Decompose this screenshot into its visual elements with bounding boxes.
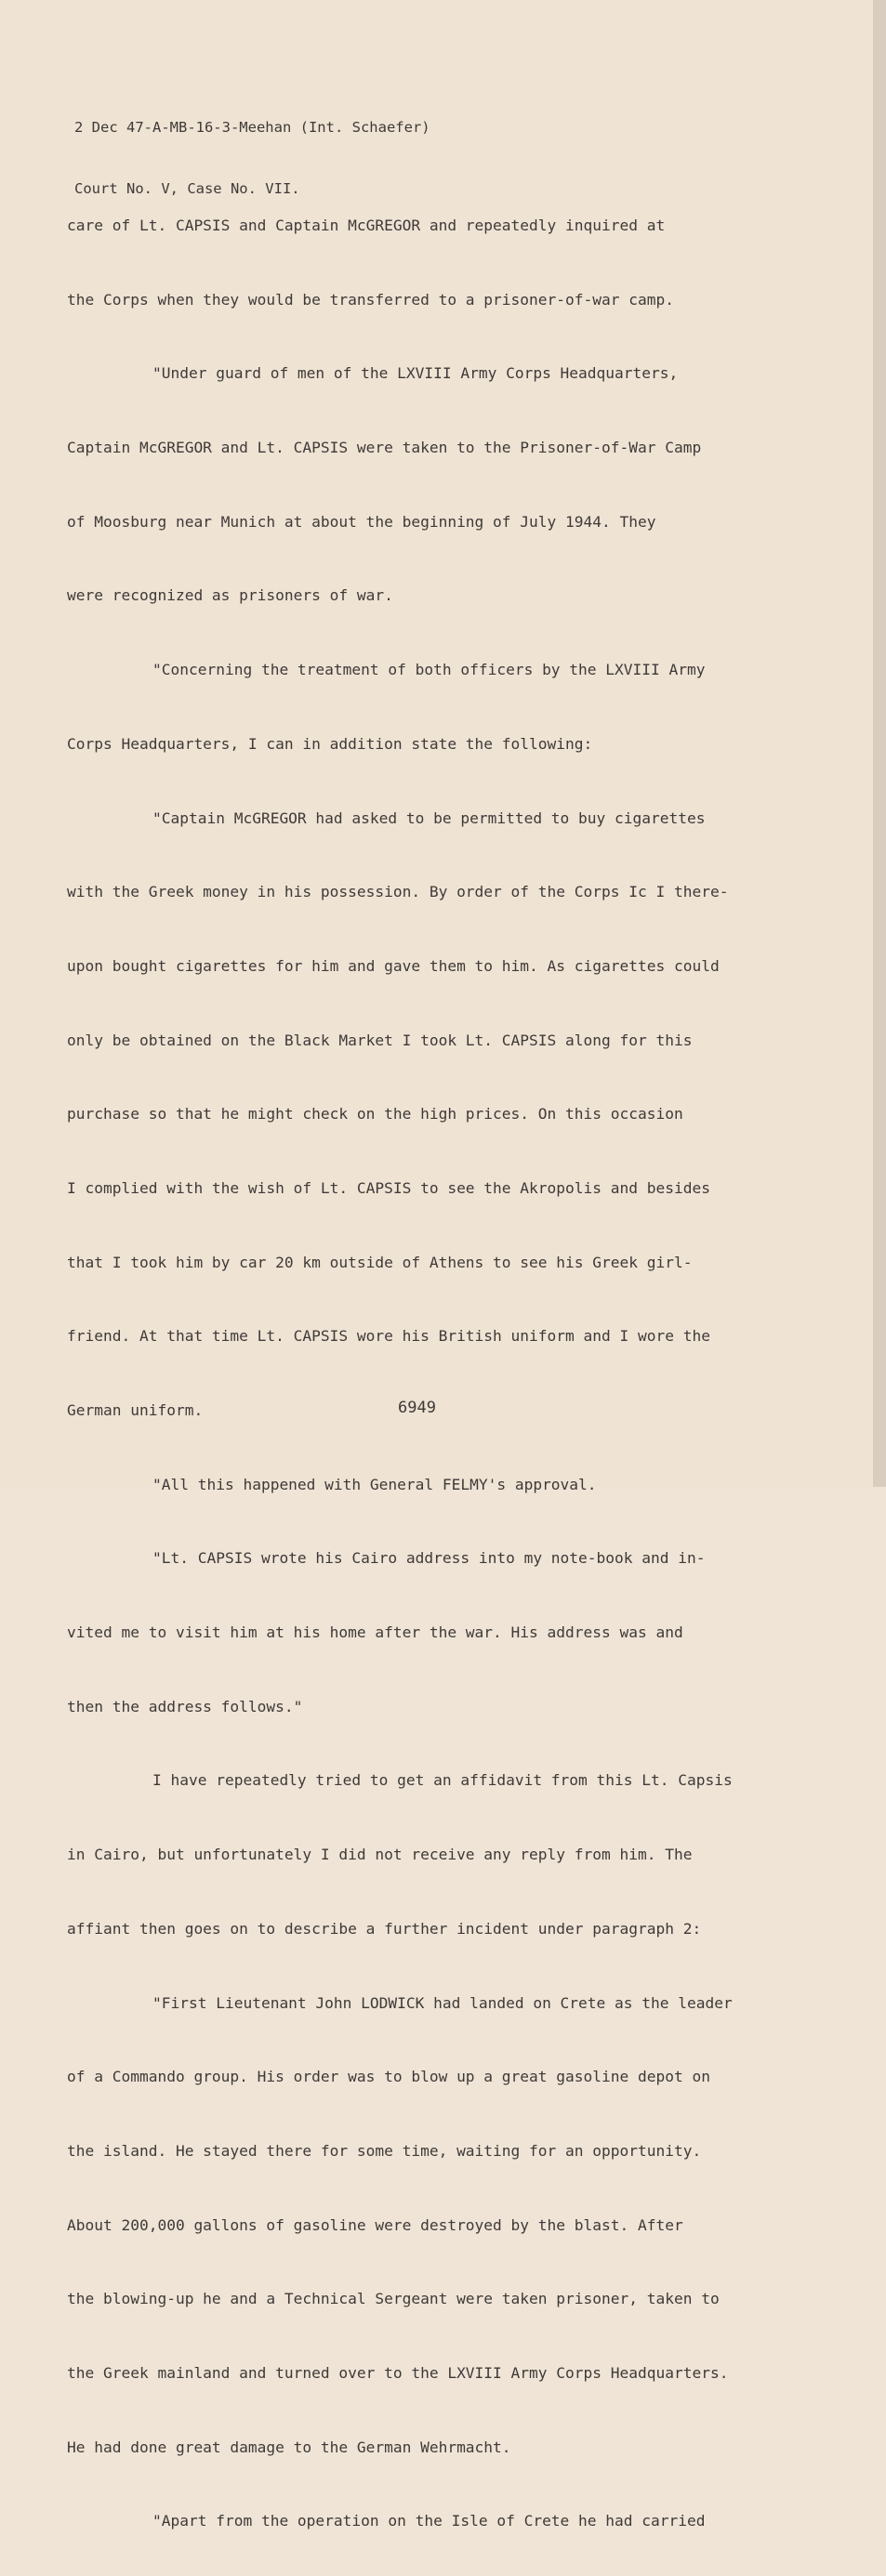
text-line: "Under guard of men of the LXVIII Army Corps Headquarters, xyxy=(152,364,679,383)
text-line: Corps Headquarters, I can in addition state the following: xyxy=(67,734,593,753)
text-line: affiant then goes on to describe a further incident under paragraph 2: xyxy=(67,1919,702,1938)
text-line: friend. At that time Lt. CAPSIS wore his British uniform and I wore the xyxy=(67,1327,710,1346)
text-line: Captain McGREGOR and Lt. CAPSIS were taken to the Prisoner-of-War Camp xyxy=(67,439,702,457)
text-line: "Captain McGREGOR had asked to be permitted to buy cigarettes xyxy=(152,808,706,827)
text-line: that I took him by car 20 km outside of Athens to see his Greek girl- xyxy=(67,1253,693,1271)
text-line: vited me to visit him at his home after the war. His address was and xyxy=(67,1623,683,1642)
text-line: "Lt. CAPSIS wrote his Cairo address into my note-book and in- xyxy=(152,1549,706,1568)
text-line: of Moosburg near Munich at about the beginning of July 1944. They xyxy=(67,512,656,531)
text-line: German uniform. xyxy=(67,1401,204,1419)
text-line: the Corps when they would be transferred to a prisoner-of-war camp. xyxy=(67,290,674,309)
text-line: in Cairo, but unfortunately I did not receive any reply from him. The xyxy=(67,1846,693,1864)
text-line: care of Lt. CAPSIS and Captain McGREGOR and repeatedly inquired at xyxy=(67,217,666,234)
header-line-1: 2 Dec 47-A-MB-16-3-Meehan (Int. Schaefer) xyxy=(74,119,430,136)
text-line: the island. He stayed there for some time, waiting for an opportunity. xyxy=(67,2141,702,2160)
page-number: 6949 xyxy=(398,1399,436,1417)
text-line: "First Lieutenant John LODWICK had landed on Crete as the leader xyxy=(152,1993,733,2012)
text-line: the blowing-up he and a Technical Sergeant were taken prisoner, taken to xyxy=(67,2290,720,2308)
header-line-2: Court No. V, Case No. VII. xyxy=(74,180,300,197)
text-line: "Apart from the operation on the Isle of Crete he had carried xyxy=(152,2512,706,2530)
text-line: "Concerning the treatment of both officers by the LXVIII Army xyxy=(152,661,706,679)
text-line: He had done great damage to the German Wehrmacht. xyxy=(67,2438,511,2456)
text-line: of a Commando group. His order was to blow up a great gasoline depot on xyxy=(67,2068,710,2086)
text-line: were recognized as prisoners of war. xyxy=(67,586,393,605)
text-line: with the Greek money in his possession. By order of the Corps Ic I there- xyxy=(67,883,729,901)
text-line: I complied with the wish of Lt. CAPSIS to see the Akropolis and besides xyxy=(67,1178,710,1197)
text-line: upon bought cigarettes for him and gave them to him. As cigarettes could xyxy=(67,956,720,975)
text-line: purchase so that he might check on the high prices. On this occasion xyxy=(67,1105,683,1124)
text-line: the Greek mainland and turned over to the LXVIII Army Corps Headquarters. xyxy=(67,2363,729,2382)
document-body xyxy=(67,171,792,2576)
text-line: then the address follows." xyxy=(67,1697,303,1715)
text-line: About 200,000 gallons of gasoline were destroyed by the blast. After xyxy=(67,2215,683,2234)
text-line: only be obtained on the Black Market I took Lt. CAPSIS along for this xyxy=(67,1031,693,1049)
text-line: "All this happened with General FELMY's approval. xyxy=(152,1475,597,1493)
text-line: I have repeatedly tried to get an affidavit from this Lt. Capsis xyxy=(152,1771,733,1790)
page-edge xyxy=(873,0,886,1487)
